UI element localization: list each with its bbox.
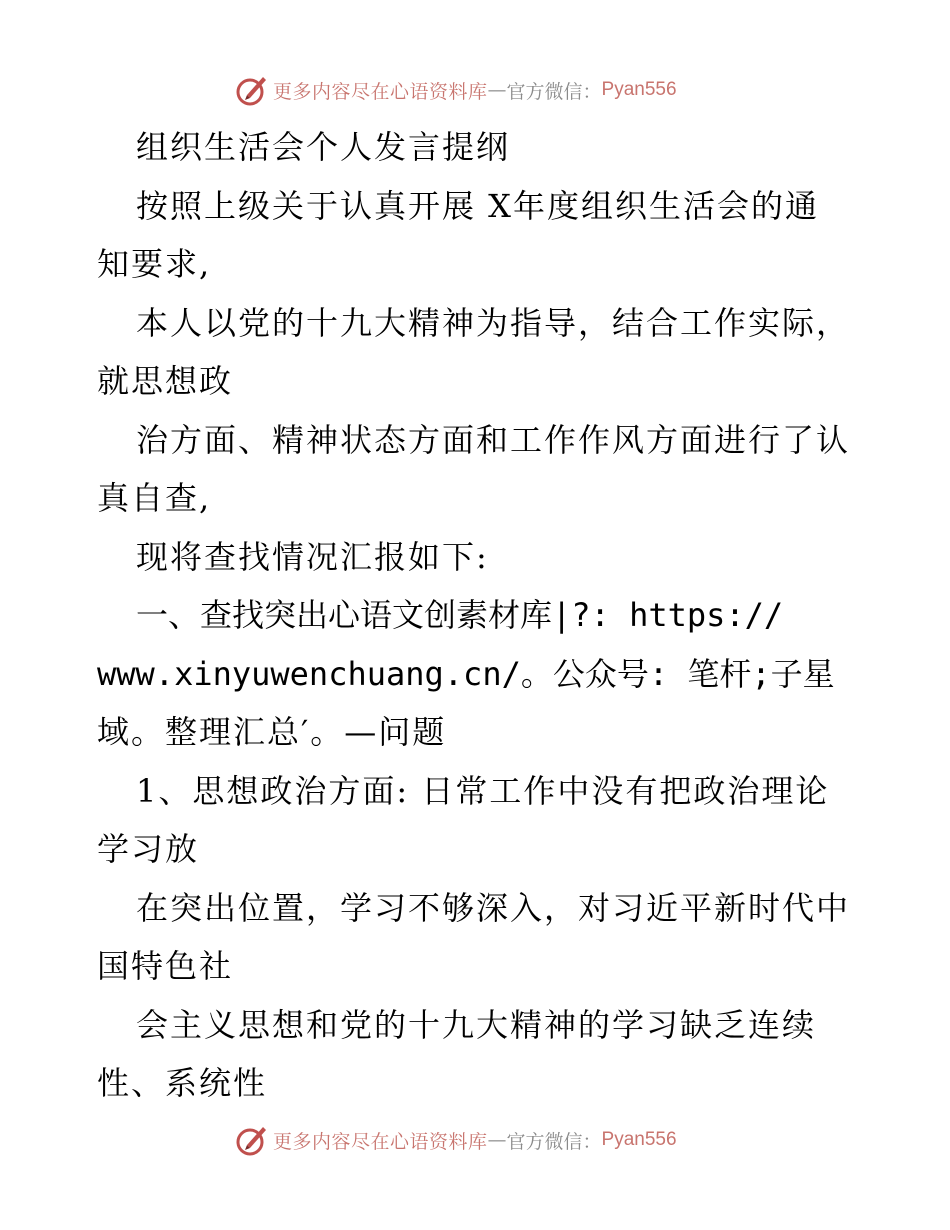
text-line: www.xinyuwenchuang.cn/。公众号: 笔杆;子星 <box>97 655 835 693</box>
text-line: 性、系统性 <box>97 1064 268 1102</box>
banner-wechat-label: 官方微信： <box>506 80 602 103</box>
text-line: 域。整理汇总′。—问题 <box>97 713 447 751</box>
text-line: 本人以党的十九大精神为指导，结合工作实际， <box>136 304 851 342</box>
banner-wechat-label: 官方微信： <box>506 1130 602 1153</box>
text-line: 国特色社 <box>97 947 234 985</box>
text-line: 就思想政 <box>97 362 234 400</box>
banner-separator: — <box>487 1129 507 1151</box>
text-line: 1、思想政治方面: 日常工作中没有把政治理论 <box>136 772 830 810</box>
text-line: 一、查找突出心语文创素材库|?: https:// <box>136 596 784 634</box>
banner-separator: — <box>487 79 507 101</box>
text-line: 在突出位置，学习不够深入，对习近平新时代中 <box>136 889 851 927</box>
document-title: 组织生活会个人发言提纲 <box>136 128 511 166</box>
banner-wechat-id: Pyan556 <box>601 79 677 100</box>
pen-logo-icon <box>235 1123 269 1157</box>
text-line: 现将查找情况汇报如下: <box>136 538 489 576</box>
text-line: 学习放 <box>97 830 200 868</box>
text-line: 会主义思想和党的十九大精神的学习缺乏连续 <box>136 1006 817 1044</box>
text-line: 治方面、精神状态方面和工作作风方面进行了认 <box>136 421 851 459</box>
footer-watermark-banner <box>235 1120 715 1160</box>
text-line: 真自查, <box>97 479 212 517</box>
banner-text: 更多内容尽在心语资料库 <box>273 80 488 103</box>
text-line: 按照上级关于认真开展 X年度组织生活会的通 <box>136 187 819 225</box>
text-line: 知要求, <box>97 245 212 283</box>
banner-wechat-id: Pyan556 <box>601 1129 677 1150</box>
banner-text: 更多内容尽在心语资料库 <box>273 1130 488 1153</box>
